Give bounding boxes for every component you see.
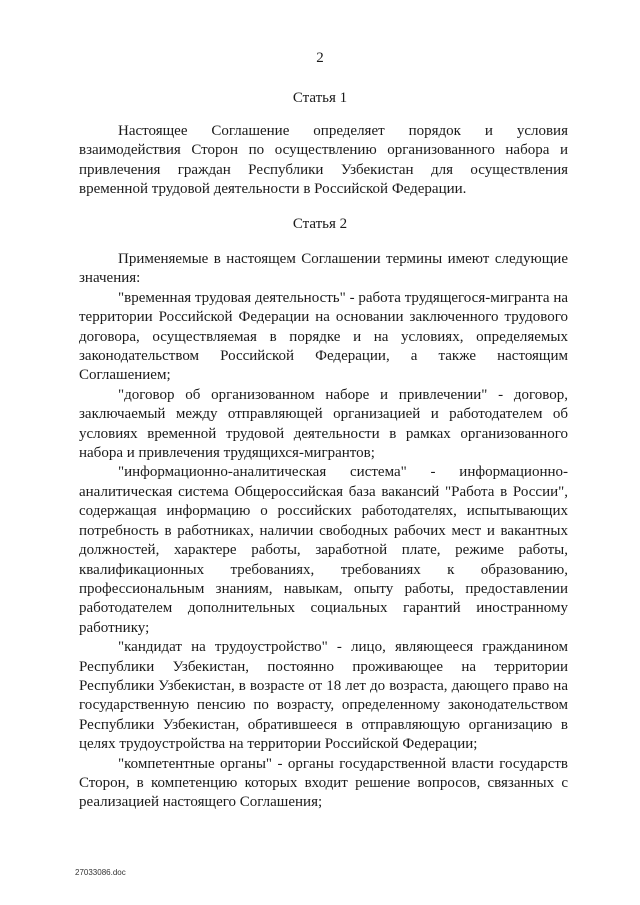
document-file-code: 27033086.doc [75,868,126,877]
definition-temporary-labor-activity: "временная трудовая деятельность" - работа трудящегося-мигранта на территории Российской Федерации на основании заключенного трудового договора, осуществляемая в порядке и на условиях, определяемых законодательством Российской Федерации, а также настоящим Соглашением; [79,289,568,384]
article-2-body [79,250,568,813]
page-number: 2 [316,50,324,66]
definition-employment-candidate: "кандидат на трудоустройство" - лицо, являющееся гражданином Республики Узбекистан, постоянно проживающее на территории Республики Узбекистан, в возрасте от 18 лет до возраста, дающего право на государственную пенсию по возрасту, определенному законодательством Республики Узбекистан, обратившееся в отправляющую организацию в целях трудоустройства на территории Российской Федерации; [79,639,568,753]
article-1-heading: Статья 1 [292,90,348,106]
article-1-paragraph: Настоящее Соглашение определяет порядок и условия взаимодействия Сторон по осуществлению организованного набора и привлечения граждан Республики Узбекистан для осуществления временной трудовой деятельности в Российской Федерации. [79,123,568,198]
article-2-heading: Статья 2 [292,216,348,232]
definition-information-analytical-system: "информационно-аналитическая система" - информационно-аналитическая система Общероссийская база вакансий "Работа в России", содержащая информацию о российских работодателях, испытывающих потребность в работниках, наличии свободных рабочих мест и вакантных должностей, характере работы, заработной плате, режиме работы, квалификационных требованиях, требованиях к образованию, профессиональным знаниям, навыкам, опыту работы, предоставлении работодателем дополнительных социальных гарантий иностранному работнику; [79,464,568,636]
article-1-body [79,122,568,200]
article-2-intro-paragraph: Применяемые в настоящем Соглашении термины имеют следующие значения: [79,251,568,287]
definition-competent-authorities: "компетентные органы" - органы государственной власти государств Сторон, в компетенцию которых входит решение вопросов, связанных с реализацией настоящего Соглашения; [79,755,568,811]
definition-organized-recruitment-contract: "договор об организованном наборе и привлечении" - договор, заключаемый между отправляющей организацией и работодателем об условиях временной трудовой деятельности в рамках организованного набора и привлечения трудящихся-мигрантов; [79,386,568,462]
